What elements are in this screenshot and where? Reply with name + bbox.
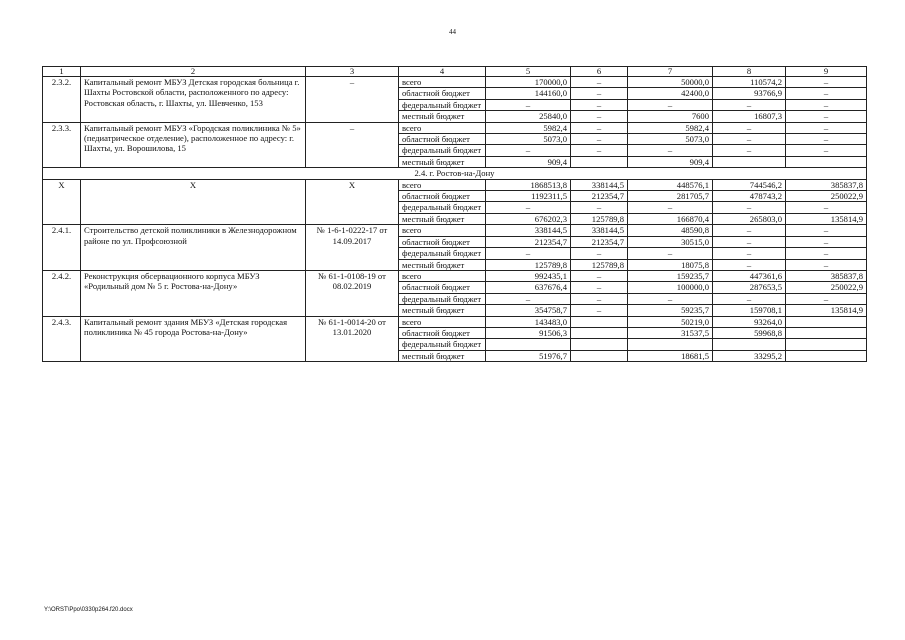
amount-cell: – (628, 248, 713, 259)
amount-cell: – (786, 111, 867, 122)
amount-cell (486, 339, 571, 350)
amount-cell: 31537,5 (628, 327, 713, 338)
amount-cell: 51976,7 (486, 350, 571, 361)
amount-cell: 212354,7 (486, 236, 571, 247)
funding-source: местный бюджет (399, 213, 486, 224)
item-name: Капитальный ремонт МБУЗ Детская городская больница г. Шахты Ростовской области, расположенного по адресу: Ростовская область, г. Шахты, ул. Шевченко, 153 (81, 77, 306, 123)
amount-cell: 5073,0 (486, 134, 571, 145)
amount-cell: 170000,0 (486, 77, 571, 88)
amount-cell: 16807,3 (713, 111, 786, 122)
item-name: Капитальный ремонт МБУЗ «Городская поликлиника № 5» (педиатрическое отделение), расположенное по адресу: г. Шахты, ул. Ворошилова, 15 (81, 122, 306, 168)
column-number-row (43, 67, 867, 77)
amount-cell: 125789,8 (571, 213, 628, 224)
item-name: Реконструкция обсервационного корпуса МБУЗ «Родильный дом № 5 г. Ростова-на-Дону» (81, 270, 306, 316)
amount-cell: – (571, 202, 628, 213)
amount-cell: 110574,2 (713, 77, 786, 88)
item-document: № 1-6-1-0222-17 от 14.09.2017 (306, 225, 399, 271)
amount-cell: – (571, 145, 628, 156)
amount-cell: – (713, 99, 786, 110)
file-path-footer: Y:\ORST\Ppo\0330p264.f20.docx (44, 607, 133, 613)
amount-cell: 1192311,5 (486, 191, 571, 202)
amount-cell: 637676,4 (486, 282, 571, 293)
funding-source: местный бюджет (399, 156, 486, 167)
amount-cell (713, 156, 786, 167)
funding-source: всего (399, 122, 486, 133)
amount-cell (571, 339, 628, 350)
amount-cell: – (628, 202, 713, 213)
funding-source: федеральный бюджет (399, 248, 486, 259)
funding-source: всего (399, 77, 486, 88)
funding-source: всего (399, 270, 486, 281)
funding-source: федеральный бюджет (399, 339, 486, 350)
amount-cell (571, 316, 628, 327)
budget-table (42, 66, 867, 362)
column-number-cell: 1 (43, 67, 81, 77)
funding-source: областной бюджет (399, 191, 486, 202)
amount-cell: – (571, 282, 628, 293)
amount-cell: – (713, 248, 786, 259)
funding-source: федеральный бюджет (399, 145, 486, 156)
table-row (43, 77, 867, 88)
funding-source: областной бюджет (399, 236, 486, 247)
funding-source: областной бюджет (399, 282, 486, 293)
amount-cell: 143483,0 (486, 316, 571, 327)
amount-cell: 265803,0 (713, 213, 786, 224)
funding-source: областной бюджет (399, 88, 486, 99)
item-document: № 61-1-0014-20 от 13.01.2020 (306, 316, 399, 362)
amount-cell: 159235,7 (628, 270, 713, 281)
column-number-cell: 3 (306, 67, 399, 77)
amount-cell: – (571, 88, 628, 99)
amount-cell: – (786, 236, 867, 247)
funding-source: всего (399, 225, 486, 236)
funding-source: областной бюджет (399, 327, 486, 338)
amount-cell (571, 327, 628, 338)
amount-cell: 50000,0 (628, 77, 713, 88)
amount-cell: – (786, 99, 867, 110)
amount-cell: – (571, 99, 628, 110)
amount-cell (571, 156, 628, 167)
amount-cell: 166870,4 (628, 213, 713, 224)
amount-cell: – (486, 202, 571, 213)
amount-cell: 100000,0 (628, 282, 713, 293)
item-index: 2.4.1. (43, 225, 81, 271)
amount-cell: 385837,8 (786, 179, 867, 190)
amount-cell: 354758,7 (486, 305, 571, 316)
amount-cell: – (713, 236, 786, 247)
amount-cell (786, 156, 867, 167)
amount-cell (786, 327, 867, 338)
table-row (43, 122, 867, 133)
amount-cell: 25840,0 (486, 111, 571, 122)
amount-cell (786, 350, 867, 361)
amount-cell: 159708,1 (713, 305, 786, 316)
amount-cell: – (713, 145, 786, 156)
item-document: № 61-1-0108-19 от 08.02.2019 (306, 270, 399, 316)
amount-cell: – (628, 145, 713, 156)
amount-cell: – (786, 202, 867, 213)
amount-cell: – (786, 293, 867, 304)
amount-cell: 250022,9 (786, 191, 867, 202)
item-index: 2.4.2. (43, 270, 81, 316)
column-number-cell: 5 (486, 67, 571, 77)
funding-source: федеральный бюджет (399, 293, 486, 304)
amount-cell: 992435,1 (486, 270, 571, 281)
amount-cell: – (571, 305, 628, 316)
amount-cell: 5982,4 (628, 122, 713, 133)
amount-cell: – (713, 225, 786, 236)
amount-cell (786, 339, 867, 350)
amount-cell: 48590,8 (628, 225, 713, 236)
amount-cell: – (786, 259, 867, 270)
amount-cell: 478743,2 (713, 191, 786, 202)
amount-cell: 909,4 (486, 156, 571, 167)
table-row (43, 270, 867, 281)
amount-cell: 7600 (628, 111, 713, 122)
amount-cell: 676202,3 (486, 213, 571, 224)
page-number: 44 (449, 28, 456, 36)
amount-cell: 93766,9 (713, 88, 786, 99)
item-index: Х (43, 179, 81, 225)
funding-source: областной бюджет (399, 134, 486, 145)
amount-cell: – (786, 145, 867, 156)
amount-cell: – (713, 122, 786, 133)
amount-cell (786, 316, 867, 327)
amount-cell: 125789,8 (571, 259, 628, 270)
amount-cell: – (786, 122, 867, 133)
column-number-cell: 9 (786, 67, 867, 77)
amount-cell: 18075,8 (628, 259, 713, 270)
item-index: 2.4.3. (43, 316, 81, 362)
amount-cell: 93264,0 (713, 316, 786, 327)
amount-cell: – (571, 122, 628, 133)
funding-source: местный бюджет (399, 259, 486, 270)
item-document: – (306, 122, 399, 168)
amount-cell: – (713, 293, 786, 304)
amount-cell: 250022,9 (786, 282, 867, 293)
amount-cell: 1868513,8 (486, 179, 571, 190)
amount-cell (713, 339, 786, 350)
item-name: Х (81, 179, 306, 225)
amount-cell: 5073,0 (628, 134, 713, 145)
amount-cell: – (786, 225, 867, 236)
amount-cell: 125789,8 (486, 259, 571, 270)
amount-cell: – (628, 293, 713, 304)
amount-cell: 30515,0 (628, 236, 713, 247)
amount-cell (571, 350, 628, 361)
amount-cell: – (713, 202, 786, 213)
amount-cell: – (571, 248, 628, 259)
amount-cell: 338144,5 (571, 225, 628, 236)
amount-cell: – (786, 77, 867, 88)
amount-cell: – (713, 134, 786, 145)
funding-source: федеральный бюджет (399, 202, 486, 213)
amount-cell: – (628, 99, 713, 110)
amount-cell: – (571, 293, 628, 304)
amount-cell: 33295,2 (713, 350, 786, 361)
amount-cell: 18681,5 (628, 350, 713, 361)
amount-cell: 42400,0 (628, 88, 713, 99)
item-name: Строительство детской поликлиники в Железнодорожном районе по ул. Профсоюзной (81, 225, 306, 271)
amount-cell: 281705,7 (628, 191, 713, 202)
amount-cell: 338144,5 (486, 225, 571, 236)
table-row (43, 316, 867, 327)
amount-cell: 91506,3 (486, 327, 571, 338)
funding-source: местный бюджет (399, 305, 486, 316)
funding-source: всего (399, 179, 486, 190)
amount-cell: – (786, 134, 867, 145)
amount-cell: 448576,1 (628, 179, 713, 190)
amount-cell: 212354,7 (571, 236, 628, 247)
table-row (43, 179, 867, 190)
amount-cell: 744546,2 (713, 179, 786, 190)
column-number-cell: 4 (399, 67, 486, 77)
amount-cell: – (786, 248, 867, 259)
item-name: Капитальный ремонт здания МБУЗ «Детская городская поликлиника № 45 города Ростова-на-Дону» (81, 316, 306, 362)
column-number-cell: 2 (81, 67, 306, 77)
funding-source: всего (399, 316, 486, 327)
amount-cell: 144160,0 (486, 88, 571, 99)
amount-cell: – (571, 270, 628, 281)
column-number-cell: 6 (571, 67, 628, 77)
amount-cell: 5982,4 (486, 122, 571, 133)
funding-source: местный бюджет (399, 350, 486, 361)
section-title: 2.4. г. Ростов-на-Дону (43, 168, 867, 179)
amount-cell: – (713, 259, 786, 270)
amount-cell: 135814,9 (786, 213, 867, 224)
amount-cell (628, 339, 713, 350)
table-row (43, 225, 867, 236)
item-document: – (306, 77, 399, 123)
column-number-cell: 7 (628, 67, 713, 77)
amount-cell: 59235,7 (628, 305, 713, 316)
amount-cell: – (486, 145, 571, 156)
amount-cell: 909,4 (628, 156, 713, 167)
amount-cell: 338144,5 (571, 179, 628, 190)
amount-cell: – (486, 99, 571, 110)
amount-cell: 447361,6 (713, 270, 786, 281)
amount-cell: 135814,9 (786, 305, 867, 316)
amount-cell: 287653,5 (713, 282, 786, 293)
amount-cell: – (486, 293, 571, 304)
funding-source: федеральный бюджет (399, 99, 486, 110)
amount-cell: 59968,8 (713, 327, 786, 338)
column-number-cell: 8 (713, 67, 786, 77)
funding-source: местный бюджет (399, 111, 486, 122)
item-index: 2.3.2. (43, 77, 81, 123)
amount-cell: – (571, 111, 628, 122)
section-row (43, 168, 867, 179)
amount-cell: – (571, 77, 628, 88)
amount-cell: – (786, 88, 867, 99)
item-index: 2.3.3. (43, 122, 81, 168)
amount-cell: 50219,0 (628, 316, 713, 327)
amount-cell: – (486, 248, 571, 259)
amount-cell: 212354,7 (571, 191, 628, 202)
amount-cell: – (571, 134, 628, 145)
amount-cell: 385837,8 (786, 270, 867, 281)
item-document: Х (306, 179, 399, 225)
